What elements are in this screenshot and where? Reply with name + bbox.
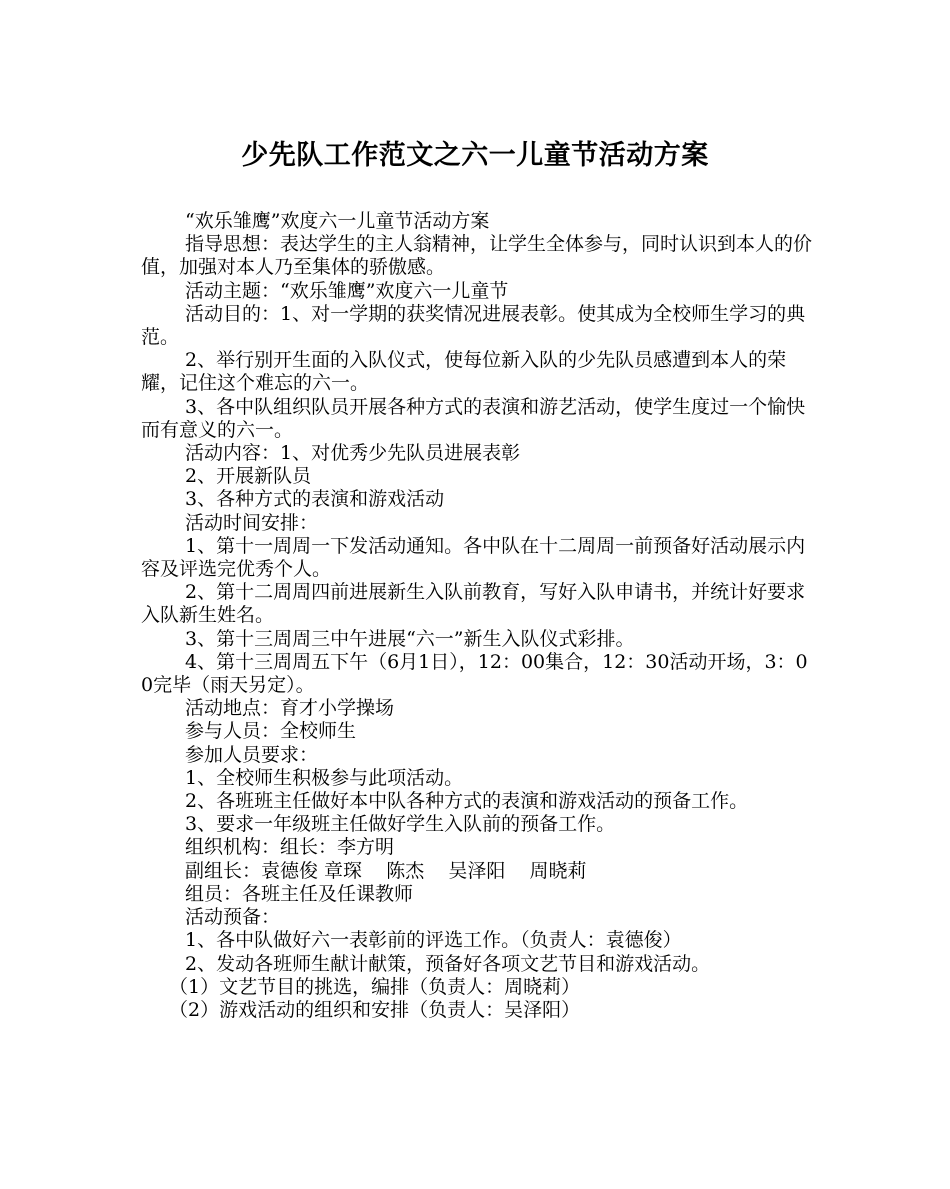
paragraph: 2、开展新队员 (185, 465, 312, 488)
paragraph: 组员：各班主任及任课教师 (185, 882, 414, 905)
paragraph: 1、全校师生积极参与此项活动。 (185, 766, 464, 789)
paragraph: 3、要求一年级班主任做好学生入队前的预备工作。 (185, 813, 616, 836)
paragraph: 活动目的：1、对一学期的获奖情况进展表彰。使其成为全校师生学习的典范。 (141, 302, 806, 349)
paragraph: 3、各中队组织队员开展各种方式的表演和游艺活动，使学生度过一个愉快而有意义的六一。 (141, 395, 806, 441)
document-title: 少先队工作范文之六一儿童节活动方案 (241, 140, 709, 171)
paragraph: （1）文艺节目的挑选，编排（负责人：周晓莉） (169, 975, 581, 998)
paragraph: 4、第十三周周五下午（6月1日），12：00集合，12：30活动开场，3：00完毕（雨天另定）。 (141, 650, 808, 697)
paragraph: 活动地点：育才小学操场 (185, 697, 395, 720)
paragraph: 活动时间安排： (185, 511, 319, 534)
paragraph: 活动预备： (185, 906, 281, 929)
paragraph: “欢乐雏鹰”欢度六一儿童节活动方案 (185, 210, 490, 232)
paragraph: 2、发动各班师生献计献策，预备好各项文艺节目和游戏活动。 (185, 952, 711, 975)
paragraph: 1、第十一周周一下发活动通知。各中队在十二周周一前预备好活动展示内容及评选完优秀个人。 (141, 534, 806, 581)
paragraph: 副组长：袁德俊 章琛 陈杰 吴泽阳 周晓莉 (185, 859, 587, 882)
paragraph: （2）游戏活动的组织和安排（负责人：吴泽阳） (169, 998, 581, 1021)
paragraph: 组织机构：组长：李方明 (185, 836, 395, 859)
paragraph: 活动主题：“欢乐雏鹰”欢度六一儿童节 (185, 279, 509, 302)
paragraph: 2、举行别开生面的入队仪式，使每位新入队的少先队员感遭到本人的荣耀，记住这个难忘的六一。 (141, 349, 787, 395)
paragraph: 活动内容：1、对优秀少先队员进展表彰 (185, 442, 521, 465)
document-body (141, 210, 817, 1022)
paragraph: 2、各班班主任做好本中队各种方式的表演和游戏活动的预备工作。 (185, 790, 749, 813)
paragraph: 3、第十三周周三中午进展“六一”新生入队仪式彩排。 (185, 627, 635, 650)
paragraph: 参加人员要求： (185, 743, 319, 766)
paragraph: 参与人员：全校师生 (185, 720, 357, 743)
paragraph: 指导思想：表达学生的主人翁精神，让学生全体参与，同时认识到本人的价值，加强对本人乃至集体的骄傲感。 (141, 233, 813, 279)
paragraph: 3、各种方式的表演和游戏活动 (185, 488, 445, 511)
paragraph: 2、第十二周周四前进展新生入队前教育，写好入队申请书，并统计好要求入队新生姓名。 (141, 581, 806, 627)
paragraph: 1、各中队做好六一表彰前的评选工作。（负责人：袁德俊） (185, 929, 682, 952)
